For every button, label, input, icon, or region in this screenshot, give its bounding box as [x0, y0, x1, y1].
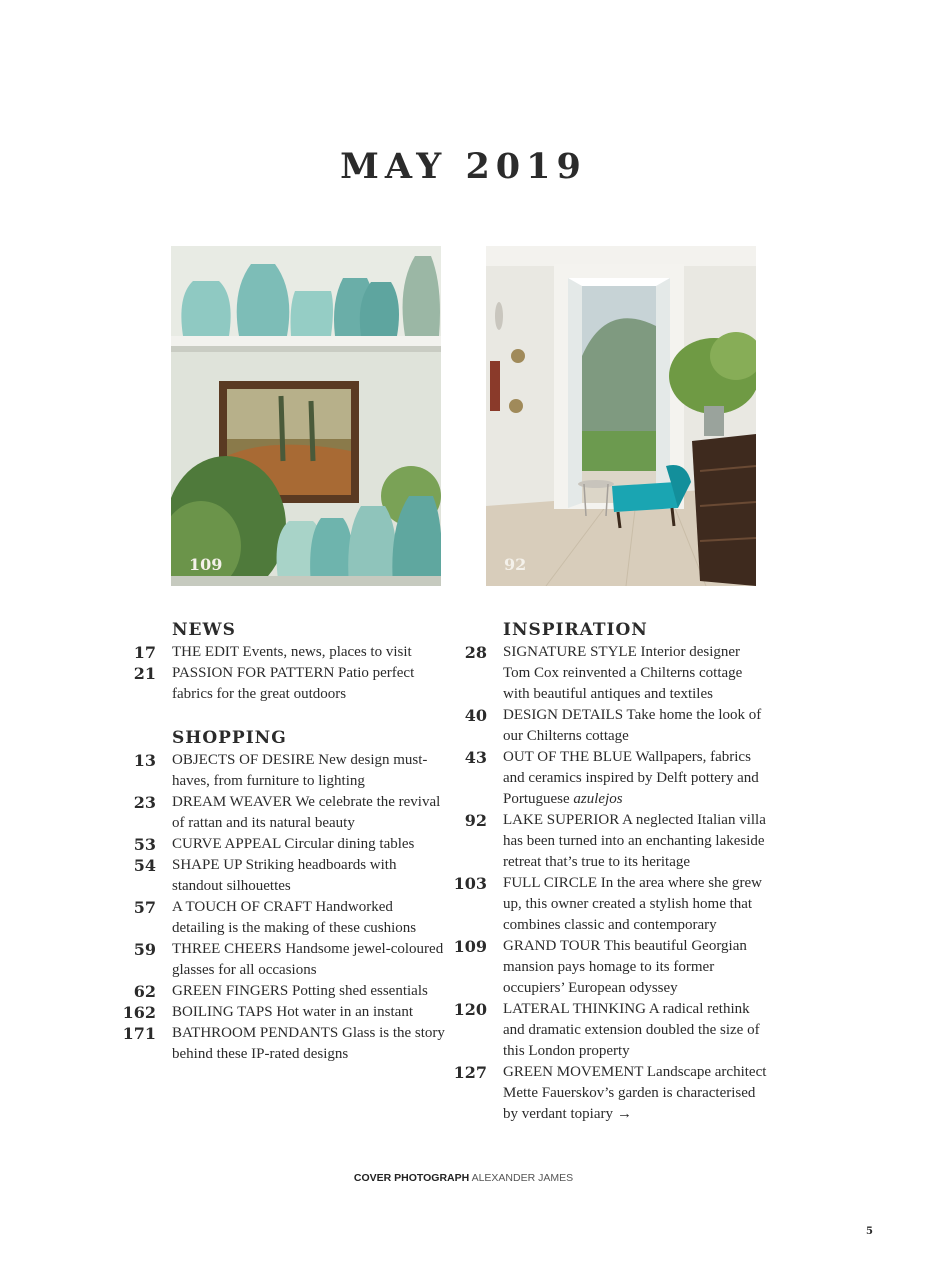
entry-text: CURVE APPEAL Circular dining tables: [172, 836, 415, 852]
entry-italic-text: azulejos: [573, 791, 623, 807]
entry-page-number: 92: [464, 811, 487, 830]
entry-text: FULL CIRCLE In the area where she grew up, this owner created a stylish home that combines classic and contemporary: [503, 875, 762, 933]
contents-entry[interactable]: [450, 1062, 770, 1125]
entry-text-wrapper: [503, 1062, 770, 1125]
contents-entry[interactable]: [118, 939, 448, 981]
photo-page-number: 92: [504, 555, 527, 574]
entry-text: SIGNATURE STYLE Interior designer Tom Cox reinvented a Chilterns cottage with beautiful antiques and textiles: [503, 644, 743, 702]
entry-page-number: 120: [453, 1000, 487, 1019]
entry-text: THE EDIT Events, news, places to visit: [172, 644, 412, 660]
entry-page-number: 23: [133, 793, 156, 812]
contents-entry[interactable]: [118, 981, 448, 1002]
entry-page-number: 103: [453, 874, 487, 893]
entry-page-number: 54: [133, 856, 156, 875]
hallway-photo[interactable]: [486, 246, 756, 586]
contents-entry[interactable]: [118, 897, 448, 939]
entry-text: GRAND TOUR This beautiful Georgian mansion pays homage to its former occupiers’ European odyssey: [503, 938, 747, 996]
entry-page-number: 162: [122, 1003, 156, 1022]
contents-entry[interactable]: [450, 936, 770, 999]
entry-text: A TOUCH OF CRAFT Handworked detailing is the making of these cushions: [172, 899, 417, 936]
entry-text: LATERAL THINKING A radical rethink and dramatic extension doubled the size of this London property: [503, 1001, 760, 1059]
credit-label: COVER PHOTOGRAPH: [353, 1172, 470, 1184]
section-heading-news: NEWS: [172, 620, 236, 640]
entry-page-number: 109: [453, 937, 487, 956]
contents-entry[interactable]: [118, 1002, 448, 1023]
entry-text: SHAPE UP Striking headboards with standout silhouettes: [172, 857, 397, 894]
contents-entry[interactable]: [118, 642, 448, 663]
page-number: 5: [866, 1226, 873, 1237]
page-title: MAY 2019: [340, 146, 587, 187]
contents-entry[interactable]: [450, 642, 770, 705]
entry-text: GREEN FINGERS Potting shed essentials: [172, 983, 428, 999]
entry-page-number: 17: [133, 643, 156, 662]
entry-page-number: 62: [133, 982, 156, 1001]
section-heading-shopping: SHOPPING: [172, 728, 287, 748]
section-heading-inspiration: INSPIRATION: [503, 620, 648, 640]
vases-shelf-photo[interactable]: [171, 246, 441, 586]
contents-entry[interactable]: [118, 750, 448, 792]
entry-page-number: 43: [464, 748, 487, 767]
hallway-image: [486, 246, 756, 586]
contents-entry[interactable]: [118, 663, 448, 705]
contents-entry[interactable]: [450, 873, 770, 936]
entry-text: PASSION FOR PATTERN Patio perfect fabrics for the great outdoors: [172, 665, 415, 702]
entry-text: OBJECTS OF DESIRE New design must-haves, from furniture to lighting: [172, 752, 428, 789]
entry-page-number: 21: [133, 664, 156, 683]
entry-text: LAKE SUPERIOR A neglected Italian villa has been turned into an enchanting lakeside retreat that’s true to its heritage: [503, 812, 766, 870]
entry-text: DREAM WEAVER We celebrate the revival of rattan and its natural beauty: [172, 794, 441, 831]
entry-text: BATHROOM PENDANTS Glass is the story behind these IP-rated designs: [172, 1025, 445, 1062]
entry-text: BOILING TAPS Hot water in an instant: [172, 1004, 413, 1020]
entry-text: DESIGN DETAILS Take home the look of our Chilterns cottage: [503, 707, 762, 744]
photo-page-number: 109: [189, 555, 223, 574]
contents-entry[interactable]: [450, 999, 770, 1062]
contents-entry[interactable]: [450, 810, 770, 873]
entry-page-number: 57: [133, 898, 156, 917]
entry-text: THREE CHEERS Handsome jewel-coloured glasses for all occasions: [172, 941, 444, 978]
vases-shelf-image: [171, 246, 441, 586]
credit-name: ALEXANDER JAMES: [471, 1172, 574, 1184]
entry-page-number: 59: [133, 940, 156, 959]
entry-page-number: 171: [122, 1024, 156, 1043]
entry-text-wrapper: [503, 747, 770, 810]
contents-left-column: [118, 618, 448, 1065]
continue-arrow-icon[interactable]: →: [616, 1106, 632, 1122]
contents-entry[interactable]: [118, 1023, 448, 1065]
contents-entry[interactable]: [118, 855, 448, 897]
entry-page-number: 40: [464, 706, 487, 725]
entry-text: OUT OF THE BLUE Wallpapers, fabrics and ceramics inspired by Delft pottery and Portuguese: [503, 749, 759, 807]
entry-page-number: 127: [453, 1063, 487, 1082]
entry-page-number: 53: [133, 835, 156, 854]
contents-entry[interactable]: [450, 747, 770, 810]
cover-credit: [0, 1172, 927, 1184]
contents-entry[interactable]: [118, 834, 448, 855]
contents-right-column: [450, 618, 770, 1125]
entry-text: GREEN MOVEMENT Landscape architect Mette Fauerskov’s garden is characterised by verdant topiary: [503, 1064, 767, 1122]
entry-page-number: 28: [464, 643, 487, 662]
contents-entry[interactable]: [118, 792, 448, 834]
entry-page-number: 13: [133, 751, 156, 770]
contents-entry[interactable]: [450, 705, 770, 747]
